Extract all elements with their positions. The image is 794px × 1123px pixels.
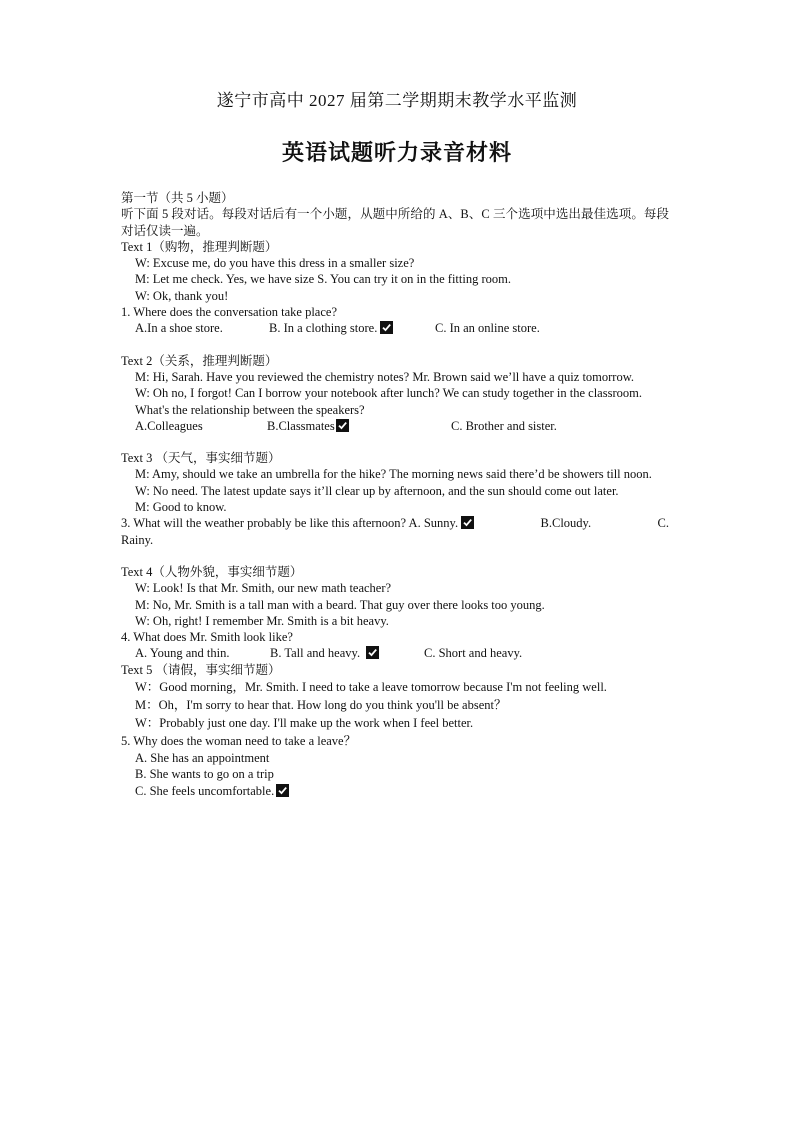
option-b: B.Classmates bbox=[267, 418, 451, 434]
dialogue-line: W: Excuse me, do you have this dress in a smaller size? bbox=[135, 256, 415, 271]
dialogue-line: W: Look! Is that Mr. Smith, our new math teacher? bbox=[135, 581, 392, 596]
option-c-start: C. bbox=[657, 516, 669, 531]
checkmark-icon bbox=[380, 321, 393, 334]
option-a: A. Young and thin. bbox=[135, 646, 230, 661]
checkmark-icon bbox=[366, 646, 379, 659]
option-b: B. Tall and heavy. bbox=[270, 645, 424, 661]
question-3-row bbox=[121, 515, 669, 531]
question-2: What's the relationship between the speakers? bbox=[135, 402, 365, 417]
text-1-label: Text 1（购物，推理判断题） bbox=[121, 239, 278, 254]
checkmark-icon bbox=[336, 419, 349, 432]
section-heading: 第一节（共 5 小题） bbox=[121, 191, 234, 205]
question-4: 4. What does Mr. Smith look like? bbox=[121, 630, 293, 645]
option-c: C. She feels uncomfortable. bbox=[121, 783, 669, 799]
option-c: C. In an online store. bbox=[435, 321, 540, 336]
text-4-label: Text 4（人物外貌，事实细节题） bbox=[121, 564, 303, 579]
text-3-label: Text 3 （天气，事实细节题） bbox=[121, 451, 281, 466]
document-title: 英语试题听力录音材料 bbox=[281, 140, 512, 165]
option-a: A. Sunny. bbox=[408, 516, 459, 531]
text-2-label: Text 2（关系，推理判断题） bbox=[121, 353, 278, 368]
dialogue-line: W: Oh, right! I remember Mr. Smith is a bit heavy. bbox=[135, 613, 389, 628]
dialogue-line: M：Oh，I'm sorry to hear that. How long do you think you'll be absent？ bbox=[135, 698, 507, 713]
section-instructions: 听下面 5 段对话。每段对话后有一个小题，从题中所给的 A、B、C 三个选项中选出最佳选项。每段对话仅读一遍。 bbox=[121, 207, 669, 238]
dialogue-line: M: No, Mr. Smith is a tall man with a beard. That guy over there looks too young. bbox=[135, 597, 545, 612]
option-a: A.Colleagues bbox=[135, 418, 203, 433]
dialogue-line: M: Let me check. Yes, we have size S. You can try it on in the fitting room. bbox=[135, 272, 511, 287]
question-3: 3. What will the weather probably be like this afternoon? A. Sunny. bbox=[121, 515, 474, 531]
dialogue-line: W: No need. The latest update says it’ll clear up by afternoon, and the sun should come out later. bbox=[135, 483, 619, 498]
dialogue-line: W: Ok, thank you! bbox=[135, 288, 229, 303]
question-4-options bbox=[121, 645, 669, 661]
dialogue-line: W: Oh no, I forgot! Can I borrow your notebook after lunch? We can study together in the classroom. bbox=[135, 386, 642, 401]
dialogue-line: W：Good morning，Mr. Smith. I need to take a leave tomorrow because I'm not feeling well. bbox=[135, 680, 607, 695]
checkmark-icon bbox=[276, 784, 289, 797]
document-body bbox=[121, 190, 669, 799]
question-1-options bbox=[121, 320, 669, 336]
question-5: 5. Why does the woman need to take a leave？ bbox=[121, 734, 357, 749]
dialogue-line: M: Hi, Sarah. Have you reviewed the chemistry notes? Mr. Brown said we’ll have a quiz tomorrow. bbox=[135, 369, 635, 384]
option-c: C. Brother and sister. bbox=[451, 418, 557, 433]
text-5-label: Text 5 （请假，事实细节题） bbox=[121, 662, 281, 677]
question-2-options bbox=[121, 418, 669, 434]
dialogue-line: M: Amy, should we take an umbrella for the hike? The morning news said there’d be showers till noon. bbox=[135, 467, 652, 482]
question-1: 1. Where does the conversation take place? bbox=[121, 305, 337, 320]
option-b: B.Cloudy. bbox=[540, 516, 592, 531]
option-c: C. Short and heavy. bbox=[424, 646, 523, 661]
option-b: B. In a clothing store. bbox=[269, 320, 435, 336]
exam-header: 遂宁市高中 2027 届第二学期期末教学水平监测 bbox=[216, 91, 578, 110]
option-b: B. She wants to go on a trip bbox=[135, 767, 274, 782]
option-c-end: Rainy. bbox=[121, 532, 154, 547]
checkmark-icon bbox=[461, 516, 474, 529]
option-a: A.In a shoe store. bbox=[135, 321, 223, 336]
dialogue-line: M: Good to know. bbox=[135, 500, 227, 515]
dialogue-line: W：Probably just one day. I'll make up the work when I feel better. bbox=[135, 716, 474, 731]
option-a: A. She has an appointment bbox=[135, 751, 270, 766]
